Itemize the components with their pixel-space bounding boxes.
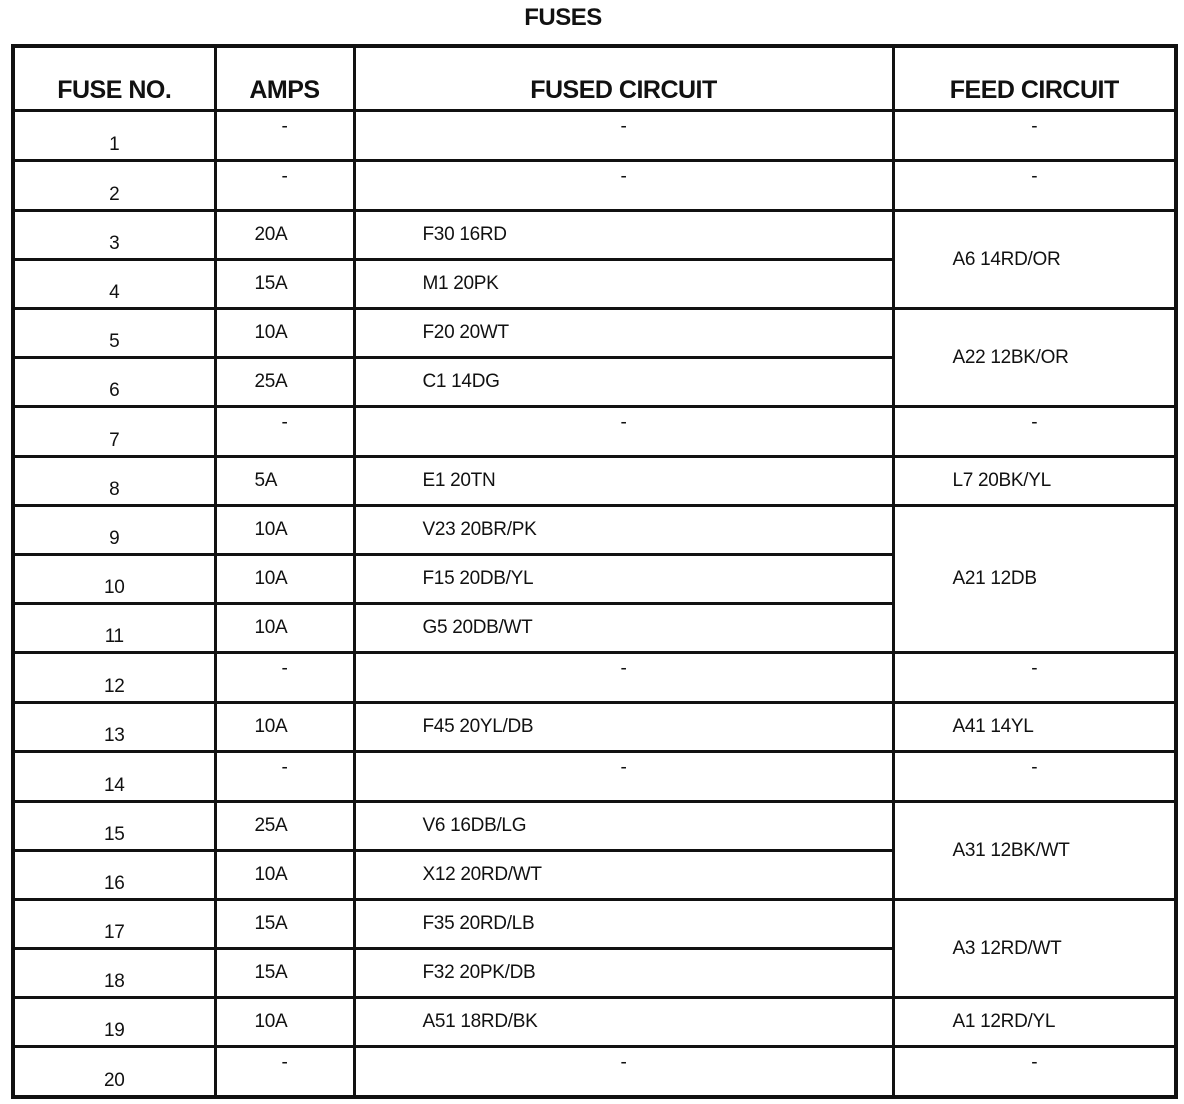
fused-circuit-value: C1 14DG: [354, 358, 893, 407]
fused-circuit-value: V6 16DB/LG: [354, 802, 893, 851]
table-row: [13, 703, 1176, 752]
amps-value: 10A: [215, 555, 354, 604]
amps-value: 25A: [215, 802, 354, 851]
amps-value: 10A: [215, 309, 354, 358]
table-row: [13, 506, 1176, 555]
table-row: [13, 407, 1176, 457]
feed-circuit-value: A6 14RD/OR: [893, 211, 1176, 309]
fused-circuit-value: M1 20PK: [354, 260, 893, 309]
fused-circuit-value: -: [354, 161, 893, 211]
amps-value: -: [215, 407, 354, 457]
fused-circuit-value: X12 20RD/WT: [354, 851, 893, 900]
amps-value: -: [215, 111, 354, 161]
fuse-number: 18: [13, 949, 215, 998]
feed-circuit-value: A41 14YL: [893, 703, 1176, 752]
amps-value: 25A: [215, 358, 354, 407]
fuse-table: [11, 44, 1178, 1099]
feed-circuit-value: A1 12RD/YL: [893, 998, 1176, 1047]
fuse-number: 6: [13, 358, 215, 407]
fused-circuit-value: F45 20YL/DB: [354, 703, 893, 752]
header-amps: AMPS: [215, 46, 354, 111]
feed-circuit-value: A3 12RD/WT: [893, 900, 1176, 998]
fuse-number: 5: [13, 309, 215, 358]
fuse-number: 17: [13, 900, 215, 949]
header-fuse-no: FUSE NO.: [13, 46, 215, 111]
amps-value: -: [215, 653, 354, 703]
table-row: [13, 802, 1176, 851]
amps-value: 10A: [215, 506, 354, 555]
amps-value: 5A: [215, 457, 354, 506]
fused-circuit-value: F30 16RD: [354, 211, 893, 260]
amps-value: -: [215, 161, 354, 211]
fuse-number: 14: [13, 752, 215, 802]
fused-circuit-value: V23 20BR/PK: [354, 506, 893, 555]
amps-value: 10A: [215, 703, 354, 752]
fuse-number: 12: [13, 653, 215, 703]
fused-circuit-value: -: [354, 1047, 893, 1098]
feed-circuit-value: A31 12BK/WT: [893, 802, 1176, 900]
fuse-number: 4: [13, 260, 215, 309]
feed-circuit-value: A22 12BK/OR: [893, 309, 1176, 407]
table-row: [13, 111, 1176, 161]
fuse-number: 13: [13, 703, 215, 752]
fuse-number: 3: [13, 211, 215, 260]
fuse-number: 10: [13, 555, 215, 604]
feed-circuit-value: A21 12DB: [893, 506, 1176, 653]
fuse-number: 16: [13, 851, 215, 900]
fused-circuit-value: F15 20DB/YL: [354, 555, 893, 604]
page-title: FUSES: [524, 4, 602, 31]
feed-circuit-value: L7 20BK/YL: [893, 457, 1176, 506]
fused-circuit-value: -: [354, 752, 893, 802]
table-row: [13, 900, 1176, 949]
feed-circuit-value: -: [893, 407, 1176, 457]
fused-circuit-value: F20 20WT: [354, 309, 893, 358]
fused-circuit-value: -: [354, 653, 893, 703]
header-row: [13, 46, 1176, 111]
table-row: [13, 309, 1176, 358]
fuse-number: 9: [13, 506, 215, 555]
table-row: [13, 211, 1176, 260]
table-row: [13, 1047, 1176, 1098]
fused-circuit-value: F32 20PK/DB: [354, 949, 893, 998]
fuse-number: 15: [13, 802, 215, 851]
feed-circuit-value: -: [893, 752, 1176, 802]
fused-circuit-value: A51 18RD/BK: [354, 998, 893, 1047]
fuse-number: 7: [13, 407, 215, 457]
amps-value: 10A: [215, 998, 354, 1047]
feed-circuit-value: -: [893, 653, 1176, 703]
amps-value: 10A: [215, 604, 354, 653]
feed-circuit-value: -: [893, 161, 1176, 211]
header-feed-circuit: FEED CIRCUIT: [893, 46, 1176, 111]
fused-circuit-value: E1 20TN: [354, 457, 893, 506]
fused-circuit-value: F35 20RD/LB: [354, 900, 893, 949]
amps-value: -: [215, 1047, 354, 1098]
amps-value: -: [215, 752, 354, 802]
feed-circuit-value: -: [893, 1047, 1176, 1098]
header-fused-circuit: FUSED CIRCUIT: [354, 46, 893, 111]
fuse-number: 11: [13, 604, 215, 653]
fuse-number: 20: [13, 1047, 215, 1098]
fused-circuit-value: -: [354, 407, 893, 457]
fuse-number: 19: [13, 998, 215, 1047]
fuse-number: 8: [13, 457, 215, 506]
table-row: [13, 653, 1176, 703]
table-row: [13, 998, 1176, 1047]
fuse-number: 1: [13, 111, 215, 161]
amps-value: 10A: [215, 851, 354, 900]
fused-circuit-value: G5 20DB/WT: [354, 604, 893, 653]
table-row: [13, 752, 1176, 802]
amps-value: 15A: [215, 900, 354, 949]
amps-value: 20A: [215, 211, 354, 260]
fused-circuit-value: -: [354, 111, 893, 161]
table-row: [13, 161, 1176, 211]
feed-circuit-value: -: [893, 111, 1176, 161]
amps-value: 15A: [215, 260, 354, 309]
table-row: [13, 457, 1176, 506]
amps-value: 15A: [215, 949, 354, 998]
fuse-number: 2: [13, 161, 215, 211]
